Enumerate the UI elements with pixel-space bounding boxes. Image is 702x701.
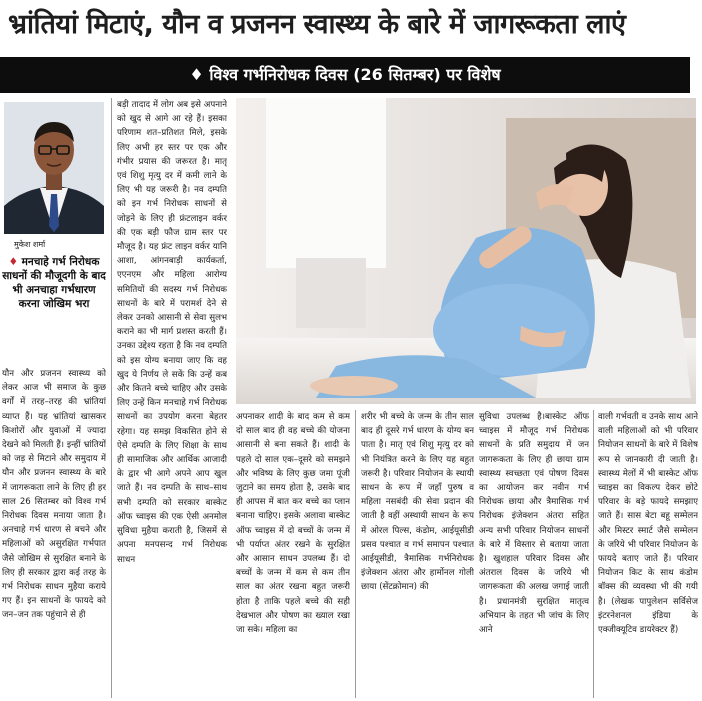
column-divider <box>593 410 594 698</box>
author-photo <box>4 102 104 234</box>
article-column-6: वाली गर्भवती व उनके साथ आने वाली महिलाओं को भी परिवार नियोजन साधनों के बारे में विशेष रूप से जानकारी दी जाती है। स्वास्थ्य मेलों में भी बास्केट ऑफ च्वाइस का विकल्प देकर छोटे परिवार के बड़े फायदे समझाए जाते हैं। सास बेटा बहू सम्मेलन और मिस्टर स्मार्ट जैसे सम्मेलन के जरिये भी परिवार नियोजन के फायदे बताए जाते हैं। परिवार नियोजन किट के साथ कंडोम बॉक्स की व्यवस्था भी की गयी है। (लेखक पापुलेशन सर्विसेज इंटरनेशनल इंडिया के एक्जीक्यूटिव डायरेक्टर हैं) <box>598 412 698 636</box>
article-column-2: बड़ी तादाद में लोग अब इसे अपनाने को खुद से आगे आ रहे हैं। इसका परिणाम शत–प्रतिशत मिले, इसके लिए अभी हर स्तर पर एक और गंभीर प्रयास की जरूरत है। मातृ एवं शिशु मृत्यु दर में कमी लाने के लिए भी यह जरूरी है। नव दम्पति को इन गर्भ निरोधक साधनों से जोड़ने के लिए ही फ्रंटलाइन वर्कर की एक बड़ी फौज ग्राम स्तर पर मौजूद है। यह फ्रंट लाइन वर्कर यानि आशा, आंगनबाड़ी कार्यकर्ता, एएनएम और महिला आरोग्य समितियों की सदस्य गर्भ निरोधक साधनों के बारे में परामर्श देने से लेकर उनको आसानी से सेवा सुलभ कराने का भी मार्ग प्रशस्त करती हैं। उनका उद्देश्य रहता है कि नव दम्पति को इस योग्य बनाया जाए कि वह खुद ये निर्णय ले सकें कि उन्हें कब और कितने बच्चे चाहिए और उसके लिए उन्हें किन मनचाहे गर्भ निरोधक साधनों का उपयोग करना बेहतर रहेगा। यह समझ विकसित होने से ऐसे दम्पति के लिए शिक्षा के साथ ही सामाजिक और आर्थिक आजादी के द्वार भी आगे अपने आप खुल जाते हैं। नव दम्पति के साथ–साथ सभी दम्पति को सरकार बास्केट ऑफ च्वाइस की एक ऐसी अनमोल सुविधा मुहैया कराती है, जिसमें से अपना मनपसन्द गर्भ निरोधक साधन <box>117 100 227 565</box>
column-divider <box>111 98 112 698</box>
article-column-1: यौन और प्रजनन स्वास्थ्य को लेकर आज भी समाज के कुछ वर्गों में तरह–तरह की भ्रांतियां व्याप्त हैं। यह भ्रांतियां खासकर किशोरों और युवाओं में ज्यादा देखने को मिलती हैं। इन्हीं भ्रांतियों को जड़ से मिटाने और समुदाय में यौन और प्रजनन स्वास्थ्य के बारे में जागरूकता लाने के लिए ही हर साल 26 सितम्बर को विश्व गर्भ निरोधक दिवस मनाया जाता है। अनचाहे गर्भ धारण से बचने और महिलाओं को असुरक्षित गर्भपात जैसे जोखिम से सुरक्षित बनाने के लिए ही सरकार द्वारा कई तरह के गर्भ निरोधक साधन मुहैया कराये गए हैं। इन साधनों के फायदे को जन–जन तक पहुंचाने से ही <box>2 369 106 621</box>
article-column-4: शरीर भी बच्चे के जन्म के तीन साल बाद ही दूसरे गर्भ धारण के योग्य बन पाता है। मातृ एवं शिशु मृत्यु दर को भी नियंत्रित करने के लिए यह बहुत जरूरी है। परिवार नियोजन के स्थायी साधन के रूप में जहाँ पुरुष व महिला नसबंदी की सेवा प्रदान की जाती है वहीं अस्थायी साधन के रूप में ओरल पिल्स, कंडोम, आईयूसीडी प्रसव पश्चात व गर्भ समापन पश्चात आईयूसीडी, त्रैमासिक गर्भनिरोधक इंजेक्शन अंतरा और हार्मोनल गोली छाया (सेंटक्रोमान) की <box>361 412 474 593</box>
article-photo <box>236 98 696 404</box>
column-divider <box>355 410 356 698</box>
author-name: मुकेश शर्मा <box>14 240 46 249</box>
author-portrait-image <box>4 102 104 234</box>
section-banner: ♦ विश्व गर्भनिरोधक दिवस (26 सितम्बर) पर विशेष <box>0 57 690 93</box>
headline: भ्रांतियां मिटाएं, यौन व प्रजनन स्वास्थ्य के बारे में जागरूकता लाएं <box>8 9 626 40</box>
pull-quote <box>2 255 106 340</box>
article-column-3: अपनाकर शादी के बाद कम से कम दो साल बाद ही वह बच्चे की योजना आसानी से बना सकते हैं। शादी के पहले दो साल एक–दूसरे को समझने और भविष्य के लिए कुछ जमा पूंजी जुटाने का समय होता है, उसके बाद ही आपस में बात कर बच्चे का प्लान बनाना चाहिए। इसके अलावा बास्केट ऑफ च्वाइस में दो बच्चों के जन्म में भी पर्याप्त अंतर रखने के सुरक्षित और आसान साधन उपलब्ध हैं। दो बच्चों के जन्म में कम से कम तीन साल का अंतर रखना बहुत जरूरी होता है ताकि पहले बच्चे की सही देखभाल और पोषण का ख्याल रखा जा सके। महिला का <box>236 412 350 636</box>
pull-quote-bullet: ♦ <box>8 256 18 268</box>
pull-quote-text: मनचाहे गर्भ निरोधक साधनों की मौजूदगी के बाद भी अनचाहा गर्भधारण करना जोखिम भरा <box>2 256 106 310</box>
pregnant-woman-image <box>236 98 696 404</box>
article-column-5: सुविधा उपलब्ध है।बास्केट ऑफ च्वाइस में मौजूद गर्भ निरोधक साधनों के प्रति समुदाय में जन जागरूकता के लिए ही छाया ग्राम स्वास्थ्य स्वच्छता एवं पोषण दिवस का आयोजन कर नवीन गर्भ निरोधक छाया और त्रैमासिक गर्भ निरोधक इंजेक्शन अंतरा सहित अन्य सभी परिवार नियोजन साधनों के बारे में विस्तार से बताया जाता है। खुशहाल परिवार दिवस और अंतराल दिवस के जरिये भी जागरूकता की अलख जगाई जाती है। प्रधानमंत्री सुरक्षित मातृत्व अभियान के तहत भी जांच के लिए आने <box>479 412 589 636</box>
